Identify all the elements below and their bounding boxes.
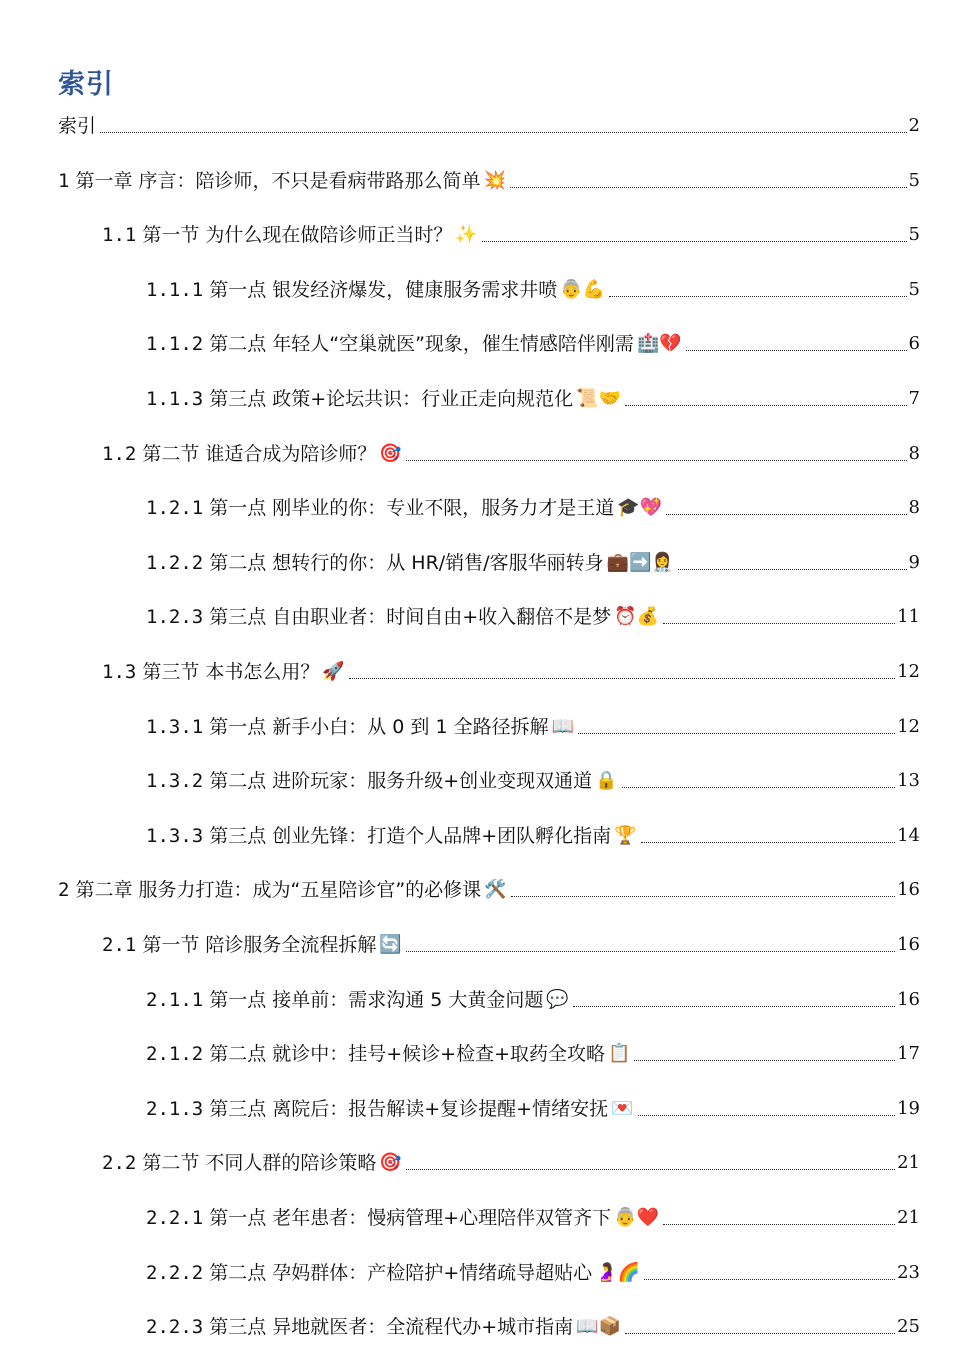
toc-entry-text: 第一节 陪诊服务全流程拆解 (142, 934, 377, 956)
toc-entry[interactable] (146, 1036, 920, 1066)
toc-entry-text: 第一点 银发经济爆发，健康服务需求井喷 (209, 279, 558, 301)
toc-entry-page-number: 23 (897, 1262, 920, 1283)
toc-entry-text: 第一点 接单前：需求沟通 5 大黄金问题 (209, 989, 544, 1011)
toc-entry-number: 1.3 (102, 661, 137, 683)
dot-leader (349, 678, 895, 679)
toc-entry-number: 1.1.2 (146, 333, 204, 355)
toc-entry-title (146, 332, 634, 356)
emoji-icon: 💌 (611, 1098, 634, 1119)
toc-entry[interactable] (146, 1200, 920, 1230)
toc-entry-page-number: 12 (897, 716, 920, 737)
emoji-icon: 📖📦 (576, 1316, 621, 1337)
emoji-icon: ✨ (455, 224, 478, 245)
toc-entry-text: 第二节 不同人群的陪诊策略 (142, 1152, 377, 1174)
toc-entry[interactable] (146, 763, 920, 793)
toc-entry-page-number: 16 (897, 879, 920, 900)
toc-entry-text: 第一点 老年患者：慢病管理+心理陪伴双管齐下 (209, 1207, 612, 1229)
dot-leader (638, 1115, 896, 1116)
toc-entry-title (146, 769, 592, 793)
toc-entry-text: 第三节 本书怎么用？ (142, 661, 320, 683)
dot-leader (406, 1169, 895, 1170)
toc-entry-title (146, 1206, 611, 1230)
toc-entry-page-number: 8 (908, 443, 920, 464)
toc-entry-text: 第三点 创业先锋：打造个人品牌+团队孵化指南 (209, 825, 612, 847)
toc-entry[interactable] (58, 108, 920, 138)
toc-entry-number: 2.2.3 (146, 1316, 204, 1338)
toc-entry-text: 第三点 自由职业者：时间自由+收入翻倍不是梦 (209, 606, 612, 628)
dot-leader (510, 187, 907, 188)
dot-leader (511, 896, 895, 897)
toc-entry-text: 第一节 为什么现在做陪诊师正当时？ (142, 224, 453, 246)
emoji-icon: 💼➡️👩‍⚕️ (606, 552, 674, 573)
toc-entry-title (146, 1261, 592, 1285)
toc-entry-page-number: 7 (908, 388, 920, 409)
toc-entry[interactable] (102, 1145, 920, 1175)
toc-entry-title (58, 114, 96, 138)
dot-leader (686, 350, 907, 351)
toc-entry[interactable] (102, 436, 920, 466)
toc-entry-number: 2.1.3 (146, 1098, 204, 1120)
toc-entry-page-number: 16 (897, 989, 920, 1010)
toc-entry[interactable] (102, 654, 920, 684)
emoji-icon: 🔒 (595, 770, 618, 791)
dot-leader (625, 405, 907, 406)
toc-entry-title (146, 1315, 573, 1339)
toc-entry-text: 第一点 新手小白：从 0 到 1 全路径拆解 (209, 716, 549, 738)
toc-entry[interactable] (146, 490, 920, 520)
toc-entry-number: 2.2.2 (146, 1262, 204, 1284)
toc-entry-number: 1.1.3 (146, 388, 204, 410)
toc-entry-number: 1.2.3 (146, 606, 204, 628)
emoji-icon: 🏥💔 (636, 333, 682, 354)
toc-entry[interactable] (146, 818, 920, 848)
dot-leader (641, 842, 896, 843)
toc-entry[interactable] (146, 326, 920, 356)
toc-entry-number: 2.2.1 (146, 1207, 204, 1229)
toc-entry-number: 1.3.1 (146, 716, 204, 738)
dot-leader (609, 296, 906, 297)
toc-entry[interactable] (58, 163, 920, 193)
toc-entry-title (58, 169, 481, 193)
toc-entry[interactable] (146, 381, 920, 411)
emoji-icon: ⏰💰 (614, 606, 659, 627)
toc-entry-number: 1.1.1 (146, 279, 204, 301)
toc-entry-title (146, 1097, 608, 1121)
toc-entry-title (146, 278, 557, 302)
dot-leader (622, 787, 896, 788)
dot-leader (406, 460, 907, 461)
toc-entry-page-number: 6 (908, 333, 920, 354)
toc-entry-page-number: 17 (897, 1043, 920, 1064)
toc-entry-number: 1 (58, 170, 70, 192)
emoji-icon: 🔄 (379, 934, 402, 955)
dot-leader (666, 514, 906, 515)
toc-entry-title (146, 824, 611, 848)
toc-entry-text: 第二节 谁适合成为陪诊师？ (142, 443, 377, 465)
emoji-icon: 👵💪 (560, 279, 606, 300)
toc-entry-title (146, 1042, 605, 1066)
emoji-icon: 📖 (551, 716, 575, 737)
toc-entry-number: 1.2.1 (146, 497, 204, 519)
toc-entry-number: 2.1.2 (146, 1043, 204, 1065)
toc-entry-text: 第一章 序言：陪诊师，不只是看病带路那么简单 (75, 170, 481, 192)
emoji-icon: 👵❤️ (614, 1207, 659, 1228)
toc-entry-page-number: 21 (897, 1207, 920, 1228)
toc-entry-page-number: 12 (897, 661, 920, 682)
toc-entry-number: 2 (58, 879, 70, 901)
toc-entry-text: 第二点 孕妈群体：产检陪护+情绪疏导超贴心 (209, 1262, 593, 1284)
emoji-icon: 🚀 (322, 661, 345, 682)
toc-entry[interactable] (146, 1091, 920, 1121)
toc-entry-title (146, 715, 549, 739)
toc-entry-number: 1.3.3 (146, 825, 204, 847)
toc-entry-title (146, 551, 604, 575)
toc-entry-text: 第二章 服务力打造：成为“五星陪诊官”的必修课 (75, 879, 482, 901)
toc-entry[interactable] (102, 217, 920, 247)
emoji-icon: 📜🤝 (576, 388, 621, 409)
toc-entry[interactable] (146, 272, 920, 302)
toc-entry-title (146, 605, 611, 629)
toc-entry-number: 2.1 (102, 934, 137, 956)
toc-entry-page-number: 5 (908, 170, 920, 191)
toc-entry-title (146, 387, 573, 411)
dot-leader (678, 569, 907, 570)
toc-entry-title (102, 442, 376, 466)
dot-leader (663, 623, 895, 624)
toc-entry-title (102, 933, 376, 957)
dot-leader (634, 1060, 895, 1061)
toc-entry-number: 1.1 (102, 224, 137, 246)
dot-leader (625, 1333, 895, 1334)
toc-entry-text: 第一点 刚毕业的你：专业不限，服务力才是王道 (209, 497, 615, 519)
toc-entry-text: 第三点 异地就医者：全流程代办+城市指南 (209, 1316, 574, 1338)
toc-entry-number: 2.2 (102, 1152, 137, 1174)
toc-entry[interactable] (146, 709, 920, 739)
toc-entry-text: 索引 (58, 115, 97, 137)
toc-entry-title (146, 496, 614, 520)
dot-leader (482, 241, 907, 242)
dot-leader (406, 951, 895, 952)
toc-entry-number: 1.2 (102, 443, 137, 465)
dot-leader (663, 1224, 895, 1225)
dot-leader (644, 1279, 895, 1280)
toc-entry-page-number: 16 (897, 934, 920, 955)
toc-entry-page-number: 11 (897, 606, 920, 627)
toc-entry-page-number: 25 (897, 1316, 920, 1337)
emoji-icon: 🏆 (614, 825, 637, 846)
toc-entry-page-number: 2 (908, 115, 920, 136)
toc-entry-number: 2.1.1 (146, 989, 204, 1011)
toc-entry-title (58, 878, 481, 902)
toc-entry-page-number: 9 (908, 552, 920, 573)
emoji-icon: 🎯 (379, 1152, 402, 1173)
toc-entry[interactable] (146, 1255, 920, 1285)
page-title: 索引 (58, 69, 114, 100)
emoji-icon: 💬 (546, 989, 569, 1010)
toc-entry[interactable] (146, 1309, 920, 1339)
toc-entry-page-number: 8 (908, 497, 920, 518)
toc-entry-page-number: 5 (908, 224, 920, 245)
emoji-icon: 🎓💖 (617, 497, 663, 518)
toc-entry[interactable] (146, 982, 920, 1012)
emoji-icon: 📋 (608, 1043, 631, 1064)
toc-entry-page-number: 19 (897, 1098, 920, 1119)
toc-entry-page-number: 14 (897, 825, 920, 846)
toc-entry[interactable] (58, 872, 920, 902)
toc-entry-page-number: 5 (908, 279, 920, 300)
toc-entry-text: 第三点 离院后：报告解读+复诊提醒+情绪安抚 (209, 1098, 609, 1120)
toc-entry-text: 第三点 政策+论坛共识：行业正走向规范化 (209, 388, 574, 410)
toc-entry-title (102, 1151, 376, 1175)
toc-entry[interactable] (146, 599, 920, 629)
emoji-icon: 🤰🌈 (595, 1262, 640, 1283)
toc-entry[interactable] (146, 545, 920, 575)
toc-entry-text: 第二点 想转行的你：从 HR/销售/客服华丽转身 (209, 552, 604, 574)
toc-entry-title (146, 988, 543, 1012)
dot-leader (573, 1006, 895, 1007)
toc-entry-number: 1.3.2 (146, 770, 204, 792)
toc-entry-number: 1.2.2 (146, 552, 204, 574)
dot-leader (578, 733, 895, 734)
emoji-icon: 🎯 (379, 443, 402, 464)
toc-entry-title (102, 660, 319, 684)
toc-entry-text: 第二点 就诊中：挂号+候诊+检查+取药全攻略 (209, 1043, 606, 1065)
dot-leader (100, 132, 907, 133)
emoji-icon: 🛠️ (484, 879, 507, 900)
toc-entry-text: 第二点 年轻人“空巢就医”现象，催生情感陪伴刚需 (209, 333, 634, 355)
emoji-icon: 💥 (483, 170, 506, 191)
toc-entry-page-number: 13 (897, 770, 920, 791)
toc-entry-page-number: 21 (897, 1152, 920, 1173)
toc-entry[interactable] (102, 927, 920, 957)
toc-entry-text: 第二点 进阶玩家：服务升级+创业变现双通道 (209, 770, 593, 792)
toc-entry-title (102, 223, 452, 247)
